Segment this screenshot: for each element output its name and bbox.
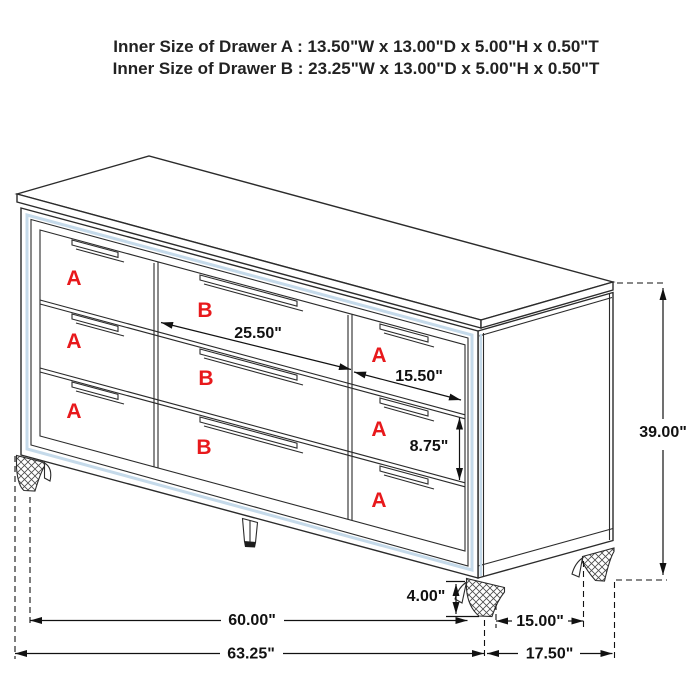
dim-leg-height-label: 4.00" — [406, 588, 446, 605]
back-right-leg — [583, 548, 615, 581]
drawer-label: A — [66, 400, 82, 423]
dim-overall-height-label: 39.00" — [639, 424, 687, 441]
front-right-leg-bracket — [455, 582, 467, 603]
front-right-leg — [467, 579, 505, 617]
dim-side-leg-span — [496, 561, 584, 630]
drawer-label: B — [198, 367, 214, 390]
right-side-face — [478, 293, 613, 579]
drawer-label: B — [196, 436, 212, 459]
dim-drawer-height-label: 8.75" — [409, 438, 449, 455]
drawer-label: A — [371, 344, 387, 367]
dim-overall-depth-label: 17.50" — [525, 645, 574, 663]
dim-overall-width-label: 63.25" — [227, 645, 275, 663]
front-left-leg-bracket — [45, 463, 51, 481]
dresser-right-side — [478, 293, 613, 579]
drawer-label: A — [66, 330, 82, 353]
dim-drawer-b-width-label: 25.50" — [234, 325, 282, 342]
drawer-label: A — [371, 418, 387, 441]
dim-drawer-a-width-label: 15.50" — [395, 368, 443, 385]
drawer-label: B — [197, 299, 213, 322]
drawer-b-inner-size-text: Inner Size of Drawer B : 23.25"W x 13.00"D x 5.00"H x 0.50"T — [112, 59, 600, 78]
dim-overall-height — [616, 283, 687, 580]
dim-front-leg-span-label: 60.00" — [228, 612, 276, 629]
drawer-label: A — [371, 489, 387, 512]
drawer-a-inner-size-text: Inner Size of Drawer A : 13.50"W x 13.00"D x 5.00"H x 0.50"T — [113, 37, 599, 56]
dim-side-leg-span-label: 15.00" — [516, 613, 564, 630]
drawer-label: A — [66, 267, 82, 290]
back-right-leg-bracket — [572, 558, 583, 577]
center-front-leg-foot — [244, 542, 256, 548]
header — [113, 37, 600, 78]
